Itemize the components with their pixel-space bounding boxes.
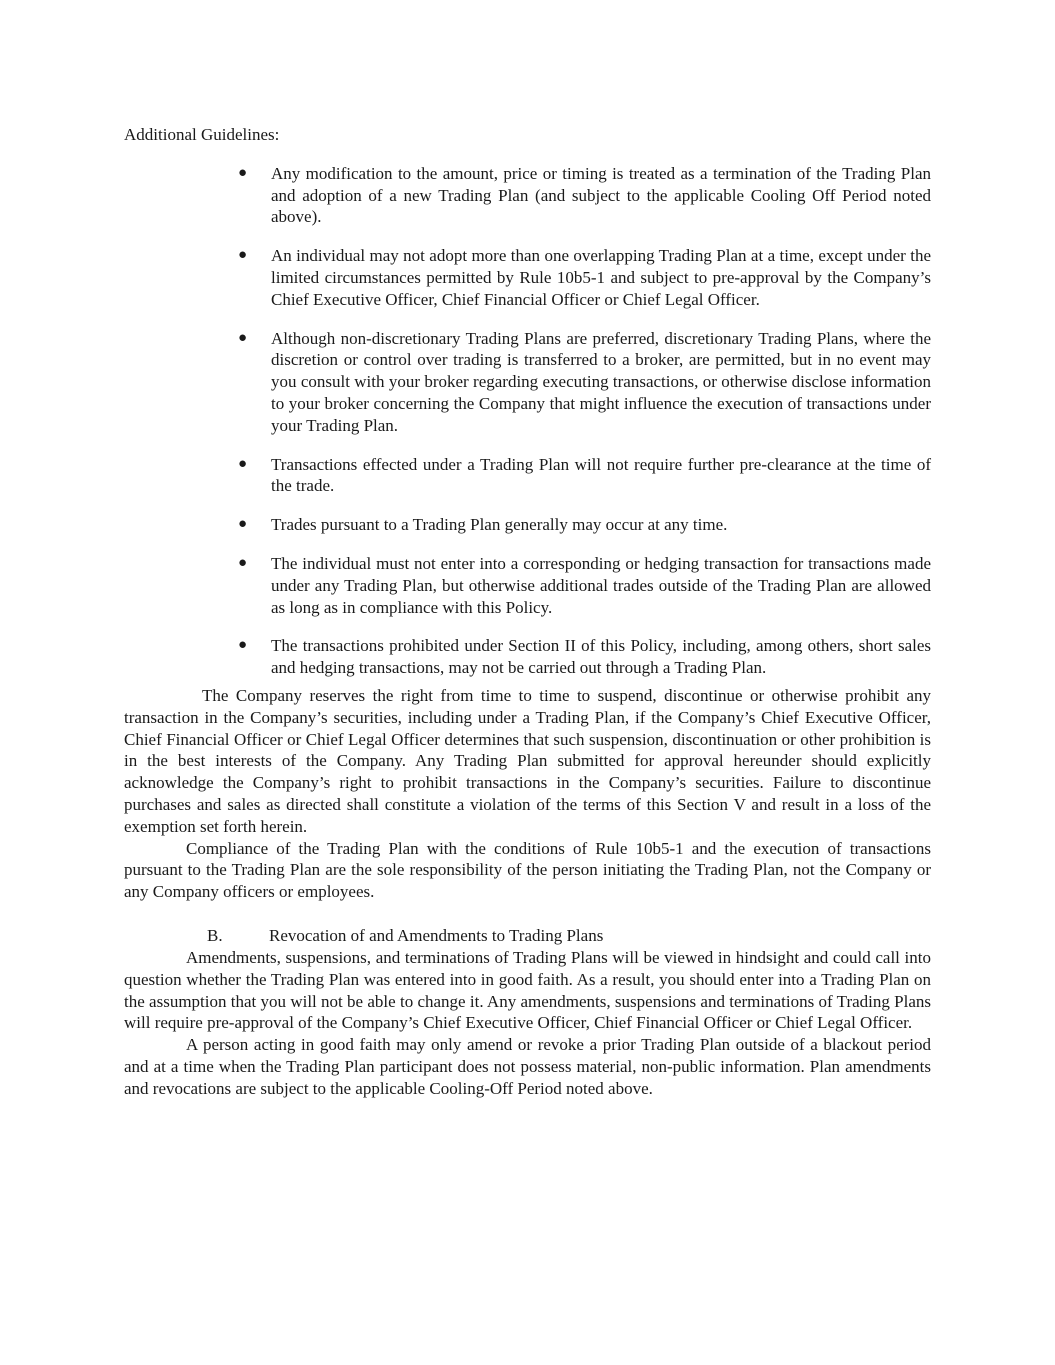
list-item [238, 514, 931, 536]
subsection-title: Revocation of and Amendments to Trading Plans [269, 925, 604, 945]
bullet-icon: ● [238, 329, 248, 346]
paragraph-reserves-right: The Company reserves the right from time to time to suspend, discontinue or otherwise prohibit any transaction in the Company’s securities, including under a Trading Plan, if the Company’s Chief Executive Officer, Chief Financial Officer or Chief Legal Officer determines that such suspension, discontinuation or other prohibition is in the best interests of the Company. Any Trading Plan submitted for approval hereunder should explicitly acknowledge the Company’s right to prohibit transactions in the Company’s securities. Failure to discontinue purchases and sales as directed shall constitute a violation of the terms of this Section V and result in a loss of the exemption set forth herein. [124, 685, 931, 836]
list-item-text: The transactions prohibited under Section II of this Policy, including, among others, short sales and hedging transactions, may not be carried out through a Trading Plan. [271, 636, 931, 678]
document-page [124, 124, 931, 1099]
subsection-heading [124, 925, 931, 947]
list-item [238, 163, 931, 228]
bullet-icon: ● [238, 516, 248, 533]
bullet-icon: ● [238, 164, 248, 181]
list-item [238, 328, 931, 437]
list-item [238, 245, 931, 310]
bullet-icon: ● [238, 637, 248, 654]
section-heading: Additional Guidelines: [124, 125, 280, 144]
list-item-text: Transactions effected under a Trading Plan will not require further pre-clearance at the time of the trade. [271, 454, 931, 496]
bullet-icon: ● [238, 455, 248, 472]
list-item-text: An individual may not adopt more than one overlapping Trading Plan at a time, except under the limited circumstances permitted by Rule 10b5-1 and subject to pre-approval by the Company’s Chief Executive Officer, Chief Financial Officer or Chief Legal Officer. [271, 246, 931, 309]
paragraph-amendments: Amendments, suspensions, and terminations of Trading Plans will be viewed in hindsight and could call into question whether the Trading Plan was entered into in good faith. As a result, you should enter into a Trading Plan on the assumption that you will not be able to change it. Any amendments, suspensions and terminations of Trading Plans will require pre-approval of the Company’s Chief Executive Officer, Chief Financial Officer or Chief Legal Officer. [124, 947, 931, 1033]
paragraph-good-faith: A person acting in good faith may only amend or revoke a prior Trading Plan outside of a blackout period and at a time when the Trading Plan participant does not possess material, non-public information. Plan amendments and revocations are subject to the applicable Cooling-Off Period noted above. [124, 1035, 931, 1098]
bullet-icon: ● [238, 247, 248, 264]
bullet-icon: ● [238, 554, 248, 571]
guidelines-list [124, 163, 931, 679]
list-item-text: The individual must not enter into a corresponding or hedging transaction for transactions made under any Trading Plan, but otherwise additional trades outside of the Trading Plan are allowed as long as in compliance with this Policy. [271, 553, 931, 617]
list-item [238, 635, 931, 679]
list-item-text: Trades pursuant to a Trading Plan generally may occur at any time. [271, 515, 728, 535]
list-item [238, 553, 931, 618]
list-item-text: Although non-discretionary Trading Plans are preferred, discretionary Trading Plans, where the discretion or control over trading is transferred to a broker, are permitted, but in no event may you consult with your broker regarding executing transactions, or otherwise disclose information to your broker concerning the Company that might influence the execution of transactions under your Trading Plan. [271, 328, 931, 435]
paragraph-compliance: Compliance of the Trading Plan with the conditions of Rule 10b5-1 and the execution of transactions pursuant to the Trading Plan are the sole responsibility of the person initiating the Trading Plan, not the Company or any Company officers or employees. [124, 838, 931, 902]
list-item [238, 454, 931, 498]
subsection-letter: B. [207, 925, 223, 945]
list-item-text: Any modification to the amount, price or timing is treated as a termination of the Trading Plan and adoption of a new Trading Plan (and subject to the applicable Cooling Off Period noted above). [271, 163, 931, 227]
